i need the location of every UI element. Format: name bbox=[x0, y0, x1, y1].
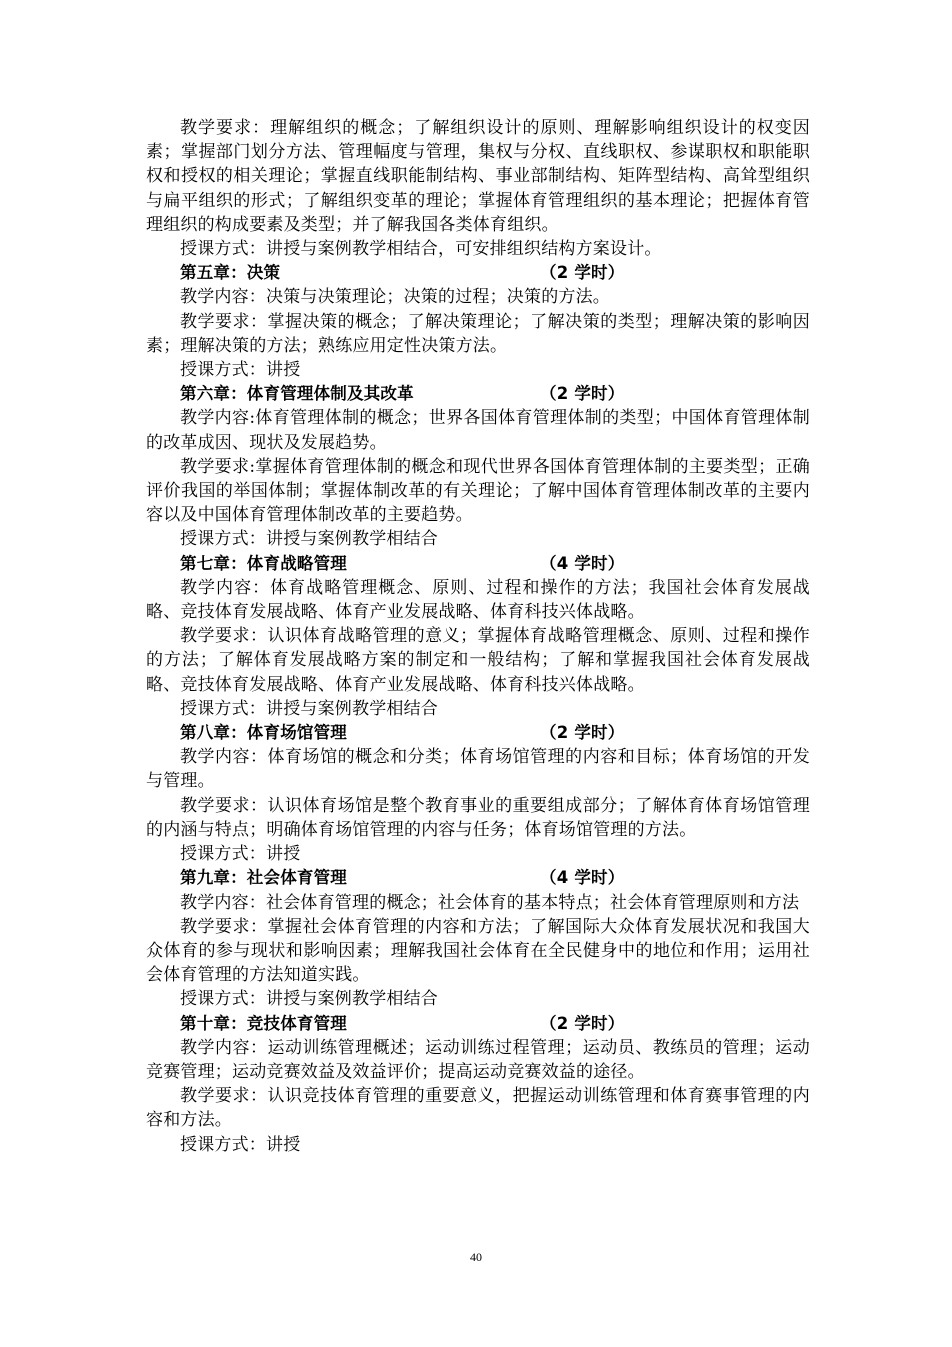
chapter-requirements: 教学要求：认识体育场馆是整个教育事业的重要组成部分；了解体育体育场馆管理的内涵与特点；明确体育场馆管理的内容与任务；体育场馆管理的方法。 bbox=[146, 795, 810, 840]
chapter-title: 第十章：竞技体育管理 bbox=[180, 1013, 347, 1033]
chapter-hours: （4 学时） bbox=[540, 553, 625, 573]
chapter-method: 授课方式：讲授与案例教学相结合 bbox=[180, 698, 438, 719]
chapter-requirements: 教学要求：认识竞技体育管理的重要意义，把握运动训练管理和体育赛事管理的内容和方法。 bbox=[146, 1086, 810, 1131]
chapter-requirements: 教学要求:掌握体育管理体制的概念和现代世界各国体育管理体制的主要类型；正确评价我国的举国体制；掌握体制改革的有关理论；了解中国体育管理体制改革的主要内容以及中国体育管理体制改革的主要趋势。 bbox=[146, 456, 810, 526]
chapter-requirements: 教学要求：认识体育战略管理的意义；掌握体育战略管理概念、原则、过程和操作的方法；了解体育发展战略方案的制定和一般结构；了解和掌握我国社会体育发展战略、竞技体育发展战略、体育产业发展战略、体育科技兴体战略。 bbox=[146, 626, 810, 695]
intro-method: 授课方式：讲授与案例教学相结合，可安排组织结构方案设计。 bbox=[180, 239, 662, 260]
intro-requirements: 教学要求：理解组织的概念；了解组织设计的原则、理解影响组织设计的权变因素；掌握部门划分方法、管理幅度与管理，集权与分权、直线职权、参谋职权和职能职权和授权的相关理论；掌握直线职能制结构、事业部制结构、矩阵型结构、高耸型组织与扁平组织的形式；了解组织变革的理论；掌握体育管理组织的基本理论；把握体育管理组织的构成要素及类型；并了解我国各类体育组织。 bbox=[146, 118, 810, 235]
chapter-heading bbox=[146, 721, 810, 745]
chapter-title: 第五章：决策 bbox=[180, 263, 281, 283]
page-number: 40 bbox=[470, 1250, 482, 1264]
chapter-content: 教学内容：体育场馆的概念和分类；体育场馆管理的内容和目标；体育场馆的开发与管理。 bbox=[146, 747, 810, 792]
chapter-hours: （2 学时） bbox=[540, 723, 625, 743]
chapter-title: 第六章：体育管理体制及其改革 bbox=[180, 384, 414, 404]
chapter-content: 教学内容：体育战略管理概念、原则、过程和操作的方法；我国社会体育发展战略、竞技体育发展战略、体育产业发展战略、体育科技兴体战略。 bbox=[146, 577, 810, 623]
chapter-requirements: 教学要求：掌握社会体育管理的内容和方法；了解国际大众体育发展状况和我国大众体育的参与现状和影响因素；理解我国社会体育在全民健身中的地位和作用；运用社会体育管理的方法知道实践。 bbox=[146, 916, 810, 986]
chapter-method: 授课方式：讲授 bbox=[180, 360, 301, 381]
chapter-heading bbox=[146, 382, 810, 406]
chapter-title: 第九章：社会体育管理 bbox=[180, 868, 347, 888]
chapter-content: 教学内容:体育管理体制的概念；世界各国体育管理体制的类型；中国体育管理体制的改革成因、现状及发展趋势。 bbox=[146, 408, 810, 453]
chapter-hours: （2 学时） bbox=[540, 384, 625, 404]
chapter-hours: （4 学时） bbox=[540, 868, 625, 888]
chapter-heading bbox=[146, 1012, 810, 1036]
chapter-content: 教学内容：社会体育管理的概念；社会体育的基本特点；社会体育管理原则和方法 bbox=[180, 892, 800, 913]
chapter-heading bbox=[146, 866, 810, 890]
chapter-hours: （2 学时） bbox=[540, 263, 625, 283]
chapter-requirements: 教学要求：掌握决策的概念；了解决策理论；了解决策的类型；理解决策的影响因素；理解决策的方法；熟练应用定性决策方法。 bbox=[146, 311, 810, 356]
chapter-method: 授课方式：讲授 bbox=[180, 844, 301, 865]
chapter-content: 教学内容：运动训练管理概述；运动训练过程管理；运动员、教练员的管理；运动竞赛管理；运动竞赛效益及效益评价；提高运动竞赛效益的途径。 bbox=[146, 1037, 810, 1082]
chapter-hours: （2 学时） bbox=[540, 1013, 625, 1033]
chapter-heading bbox=[146, 261, 810, 285]
chapter-method: 授课方式：讲授与案例教学相结合 bbox=[180, 989, 438, 1010]
chapter-method: 授课方式：讲授与案例教学相结合 bbox=[180, 529, 438, 550]
chapter-heading bbox=[146, 552, 810, 576]
chapter-title: 第八章：体育场馆管理 bbox=[180, 723, 347, 743]
chapter-content: 教学内容：决策与决策理论；决策的过程；决策的方法。 bbox=[180, 287, 610, 308]
document-body bbox=[146, 116, 810, 1157]
chapter-method: 授课方式：讲授 bbox=[180, 1134, 301, 1155]
chapter-title: 第七章：体育战略管理 bbox=[180, 553, 347, 573]
